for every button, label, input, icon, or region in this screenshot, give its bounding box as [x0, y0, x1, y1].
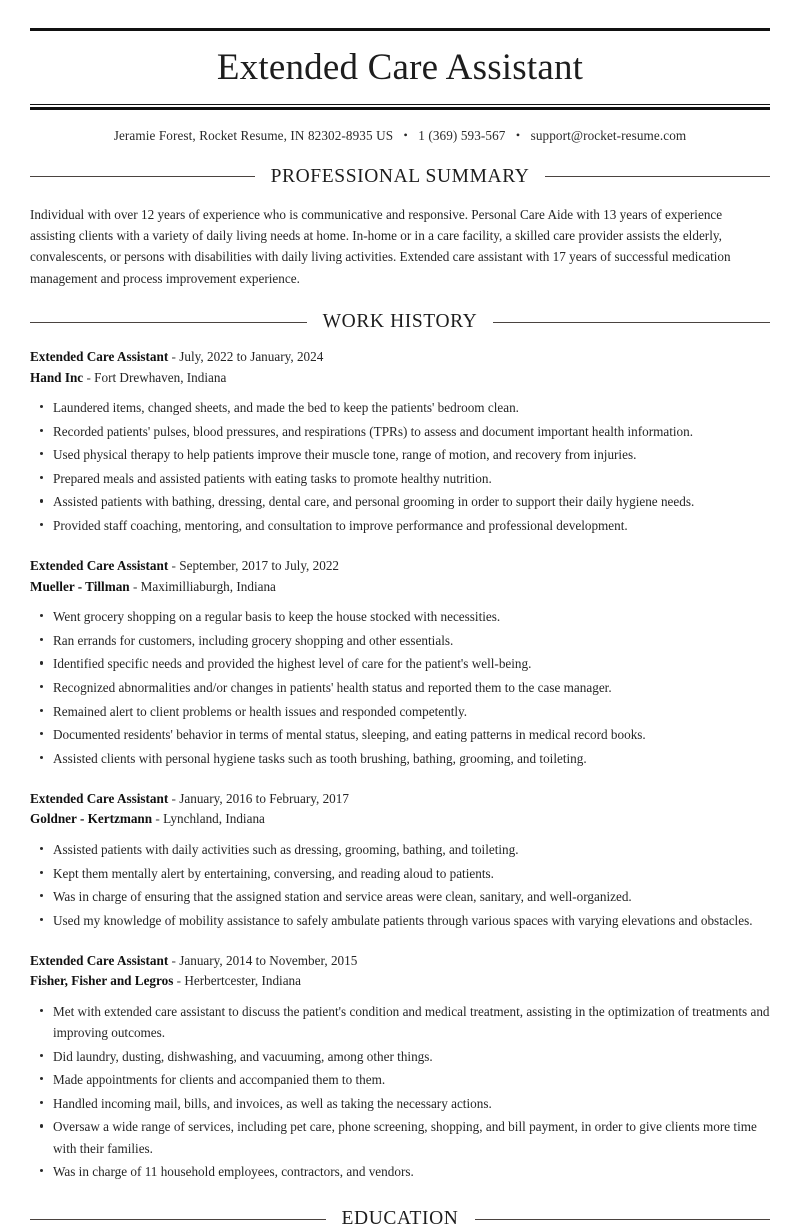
job-title: Extended Care Assistant — [30, 790, 169, 806]
header-top-rule — [30, 28, 770, 31]
section-heading-education — [30, 1208, 770, 1230]
job-bullet: Assisted patients with bathing, dressing, dental care, and personal grooming in order to support their daily hygiene needs. — [30, 491, 770, 512]
job-dates: September, 2017 to July, 2022 — [179, 558, 340, 574]
job-dates: January, 2014 to November, 2015 — [179, 952, 358, 968]
job-title-line — [30, 556, 770, 576]
job-company-line — [30, 368, 770, 388]
job-entry — [30, 789, 770, 931]
job-company-dash: - — [173, 973, 185, 989]
heading-rule-left — [30, 322, 307, 323]
job-company-line — [30, 809, 770, 829]
work-history-list — [30, 347, 770, 1182]
job-title: Extended Care Assistant — [30, 349, 169, 365]
job-bullet: Handled incoming mail, bills, and invoices, as well as taking the necessary actions. — [30, 1093, 770, 1114]
job-dates: January, 2016 to February, 2017 — [179, 790, 349, 806]
job-dates: July, 2022 to January, 2024 — [179, 349, 324, 365]
heading-rule-left — [30, 176, 255, 177]
heading-rule-right — [545, 176, 770, 177]
job-company: Goldner - Kertzmann — [30, 811, 153, 827]
job-bullet: Identified specific needs and provided the highest level of care for the patient's well-being. — [30, 653, 770, 674]
job-bullet: Did laundry, dusting, dishwashing, and vacuuming, among other things. — [30, 1046, 770, 1067]
job-company-dash: - — [152, 811, 164, 827]
job-title-dash: - — [168, 952, 180, 968]
job-location: Lynchland, Indiana — [163, 811, 265, 827]
contact-separator-1: • — [403, 127, 408, 142]
job-company: Mueller - Tillman — [30, 578, 130, 594]
job-bullet: Laundered items, changed sheets, and made the bed to keep the patients' bedroom clean. — [30, 397, 770, 418]
page-title: Extended Care Assistant — [216, 47, 584, 88]
job-bullet: Prepared meals and assisted patients with eating tasks to promote healthy nutrition. — [30, 468, 770, 489]
job-title-dash: - — [168, 558, 180, 574]
job-company-dash: - — [129, 578, 141, 594]
job-company-dash: - — [83, 369, 95, 385]
header-bottom-double-rule — [30, 104, 770, 110]
job-title-line — [30, 789, 770, 809]
job-bullet: Ran errands for customers, including grocery shopping and other essentials. — [30, 630, 770, 651]
job-bullet-list — [30, 397, 770, 536]
job-bullet: Assisted clients with personal hygiene tasks such as tooth brushing, bathing, grooming, and toileting. — [30, 748, 770, 769]
job-company-line — [30, 971, 770, 991]
job-bullet: Assisted patients with daily activities such as dressing, grooming, bathing, and toileting. — [30, 839, 770, 860]
job-bullet: Recorded patients' pulses, blood pressures, and respirations (TPRs) to assess and document important health information. — [30, 421, 770, 442]
job-bullet: Oversaw a wide range of services, including pet care, phone screening, shopping, and bill payment, in order to give clients more time with their families. — [30, 1116, 770, 1158]
job-location: Maximilliaburgh, Indiana — [140, 578, 276, 594]
section-heading-professional-summary — [30, 166, 770, 188]
heading-rule-right — [475, 1219, 771, 1220]
job-title-line — [30, 347, 770, 367]
contact-line — [30, 128, 770, 144]
heading-rule-left — [30, 1219, 326, 1220]
job-bullet: Went grocery shopping on a regular basis to keep the house stocked with necessities. — [30, 606, 770, 627]
job-bullet: Was in charge of 11 household employees, contractors, and vendors. — [30, 1161, 770, 1182]
job-title-dash: - — [168, 790, 180, 806]
contact-name-location: Jeramie Forest, Rocket Resume, IN 82302-8935 US — [113, 127, 394, 143]
job-bullet: Kept them mentally alert by entertaining, conversing, and reading aloud to patients. — [30, 863, 770, 884]
job-title-line — [30, 951, 770, 971]
job-company-line — [30, 577, 770, 597]
job-title: Extended Care Assistant — [30, 952, 169, 968]
job-bullet: Used physical therapy to help patients improve their muscle tone, range of motion, and recovery from injuries. — [30, 444, 770, 465]
job-entry — [30, 347, 770, 536]
job-bullet: Documented residents' behavior in terms of mental status, sleeping, and eating patterns in medical record books. — [30, 724, 770, 745]
job-bullet: Recognized abnormalities and/or changes in patients' health status and reported them to the case manager. — [30, 677, 770, 698]
contact-email[interactable]: support@rocket-resume.com — [530, 127, 687, 143]
job-bullet: Met with extended care assistant to discuss the patient's condition and medical treatment, assisting in the optimization of treatments and improving outcomes. — [30, 1001, 770, 1043]
section-title-education: EDUCATION — [341, 1208, 459, 1230]
job-bullet-list — [30, 839, 770, 931]
job-location: Fort Drewhaven, Indiana — [94, 369, 227, 385]
job-company: Hand Inc — [30, 369, 84, 385]
job-entry — [30, 951, 770, 1182]
job-company: Fisher, Fisher and Legros — [30, 973, 174, 989]
heading-rule-right — [493, 322, 770, 323]
professional-summary-body: Individual with over 12 years of experience who is communicative and responsive. Personal Care Aide with 13 years of experience assisting clients with a variety of daily living needs at home. In-home or in a care facility, a skilled care provider assists the elderly, convalescents, or persons with disabilities with daily living activities. Extended care assistant with 17 years of successful medication management and process improvement experience. — [30, 206, 731, 286]
section-title-professional-summary: PROFESSIONAL SUMMARY — [270, 165, 530, 187]
section-title-work-history: WORK HISTORY — [322, 311, 478, 333]
job-bullet: Was in charge of ensuring that the assigned station and service areas were clean, sanitary, and well-organized. — [30, 886, 770, 907]
section-heading-work-history — [30, 311, 770, 333]
job-bullet: Made appointments for clients and accompanied them to them. — [30, 1069, 770, 1090]
resume-header — [30, 28, 770, 144]
job-location: Herbertcester, Indiana — [184, 973, 302, 989]
job-bullet: Used my knowledge of mobility assistance to safely ambulate patients through various spaces with varying elevations and obstacles. — [30, 910, 770, 931]
job-entry — [30, 556, 770, 769]
job-bullet-list — [30, 606, 770, 769]
contact-phone[interactable]: 1 (369) 593-567 — [418, 127, 506, 143]
job-bullet: Provided staff coaching, mentoring, and consultation to improve performance and professional development. — [30, 515, 770, 536]
job-bullet: Remained alert to client problems or health issues and responded competently. — [30, 701, 770, 722]
job-bullet-list — [30, 1001, 770, 1183]
job-title-dash: - — [168, 349, 180, 365]
contact-separator-2: • — [515, 127, 521, 142]
job-title: Extended Care Assistant — [30, 558, 169, 574]
